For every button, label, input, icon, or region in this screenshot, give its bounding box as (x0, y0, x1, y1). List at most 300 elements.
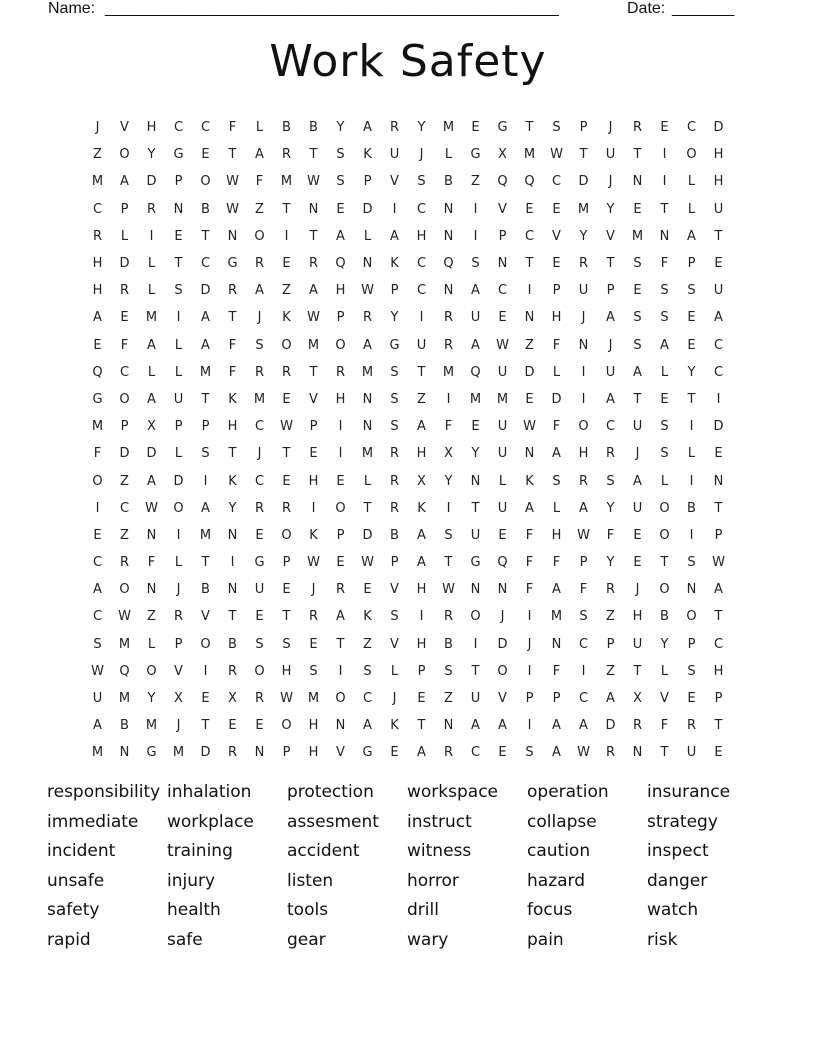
grid-letter[interactable]: Z (93, 147, 102, 163)
grid-letter[interactable]: L (660, 663, 669, 679)
grid-letter[interactable]: D (200, 745, 211, 761)
grid-letter[interactable]: R (173, 609, 184, 625)
grid-letter[interactable]: G (227, 256, 238, 272)
grid-letter[interactable]: E (498, 527, 507, 543)
grid-letter[interactable]: L (174, 446, 183, 462)
grid-letter[interactable]: A (417, 555, 426, 571)
grid-letter[interactable]: E (309, 636, 318, 652)
grid-letter[interactable]: H (308, 473, 319, 489)
grid-letter[interactable]: S (633, 310, 642, 326)
grid-letter[interactable]: R (119, 555, 130, 571)
grid-letter[interactable]: Q (119, 663, 130, 679)
grid-letter[interactable]: S (660, 283, 669, 299)
grid-letter[interactable]: R (605, 582, 616, 598)
grid-letter[interactable]: L (174, 364, 183, 380)
grid-letter[interactable]: S (606, 473, 615, 489)
grid-letter[interactable]: B (444, 174, 453, 190)
grid-letter[interactable]: E (471, 419, 480, 435)
grid-letter[interactable]: S (390, 609, 399, 625)
grid-letter[interactable]: T (660, 555, 669, 571)
grid-letter[interactable]: N (632, 745, 643, 761)
grid-letter[interactable]: S (633, 256, 642, 272)
grid-letter[interactable]: D (362, 527, 373, 543)
grid-letter[interactable]: W (712, 555, 725, 571)
grid-letter[interactable]: D (551, 391, 562, 407)
grid-letter[interactable]: C (92, 609, 103, 625)
grid-letter[interactable]: A (498, 718, 507, 734)
grid-letter[interactable]: L (687, 174, 696, 190)
grid-letter[interactable]: P (309, 419, 318, 435)
grid-letter[interactable]: A (579, 500, 588, 516)
grid-letter[interactable]: G (362, 745, 373, 761)
grid-letter[interactable]: M (91, 419, 104, 435)
grid-letter[interactable]: T (714, 609, 723, 625)
grid-letter[interactable]: I (203, 473, 208, 489)
grid-letter[interactable]: A (714, 582, 723, 598)
grid-letter[interactable]: F (120, 337, 129, 353)
grid-letter[interactable]: G (173, 147, 184, 163)
grid-letter[interactable]: N (362, 391, 373, 407)
grid-letter[interactable]: E (660, 120, 669, 136)
grid-letter[interactable]: H (551, 310, 562, 326)
grid-letter[interactable]: J (608, 337, 613, 353)
grid-letter[interactable]: S (660, 446, 669, 462)
grid-letter[interactable]: F (552, 337, 561, 353)
grid-letter[interactable]: M (307, 691, 320, 707)
grid-letter[interactable]: L (147, 364, 156, 380)
grid-letter[interactable]: O (470, 609, 481, 625)
grid-letter[interactable]: T (309, 364, 318, 380)
grid-letter[interactable]: T (525, 256, 534, 272)
grid-letter[interactable]: A (579, 718, 588, 734)
grid-letter[interactable]: S (660, 310, 669, 326)
grid-letter[interactable]: P (336, 310, 345, 326)
grid-letter[interactable]: A (336, 228, 345, 244)
grid-letter[interactable]: D (524, 364, 535, 380)
grid-letter[interactable]: A (417, 419, 426, 435)
grid-letter[interactable]: C (713, 337, 724, 353)
grid-letter[interactable]: A (471, 283, 480, 299)
grid-letter[interactable]: R (92, 228, 103, 244)
grid-letter[interactable]: J (500, 609, 505, 625)
grid-letter[interactable]: I (527, 609, 532, 625)
grid-letter[interactable]: C (551, 174, 562, 190)
grid-letter[interactable]: O (335, 337, 346, 353)
grid-letter[interactable]: U (470, 527, 481, 543)
grid-letter[interactable]: N (497, 256, 508, 272)
grid-letter[interactable]: S (174, 283, 183, 299)
grid-letter[interactable]: L (660, 364, 669, 380)
grid-letter[interactable]: T (471, 663, 480, 679)
grid-letter[interactable]: I (527, 283, 532, 299)
grid-letter[interactable]: A (606, 391, 615, 407)
grid-letter[interactable]: Z (471, 174, 480, 190)
grid-letter[interactable]: J (176, 582, 181, 598)
grid-letter[interactable]: S (282, 636, 291, 652)
grid-letter[interactable]: H (578, 446, 589, 462)
grid-letter[interactable]: Z (147, 609, 156, 625)
grid-letter[interactable]: E (255, 718, 264, 734)
grid-letter[interactable]: B (309, 120, 318, 136)
grid-letter[interactable]: T (660, 745, 669, 761)
grid-letter[interactable]: E (174, 228, 183, 244)
grid-letter[interactable]: R (389, 473, 400, 489)
grid-letter[interactable]: X (498, 147, 507, 163)
grid-letter[interactable]: L (660, 473, 669, 489)
grid-letter[interactable]: S (255, 337, 264, 353)
grid-letter[interactable]: L (363, 473, 372, 489)
grid-letter[interactable]: J (419, 147, 424, 163)
grid-letter[interactable]: P (120, 201, 129, 217)
grid-letter[interactable]: P (120, 419, 129, 435)
grid-letter[interactable]: L (147, 256, 156, 272)
grid-letter[interactable]: A (93, 718, 102, 734)
grid-letter[interactable]: N (443, 283, 454, 299)
grid-letter[interactable]: T (714, 228, 723, 244)
grid-letter[interactable]: S (390, 419, 399, 435)
grid-letter[interactable]: E (282, 473, 291, 489)
grid-letter[interactable]: W (577, 527, 590, 543)
grid-letter[interactable]: E (714, 446, 723, 462)
grid-letter[interactable]: H (92, 283, 103, 299)
grid-letter[interactable]: Y (687, 364, 696, 380)
grid-letter[interactable]: I (95, 500, 100, 516)
grid-letter[interactable]: N (443, 228, 454, 244)
grid-letter[interactable]: U (497, 446, 508, 462)
grid-letter[interactable]: C (173, 120, 184, 136)
grid-letter[interactable]: E (525, 391, 534, 407)
grid-letter[interactable]: M (469, 391, 482, 407)
grid-letter[interactable]: R (335, 582, 346, 598)
grid-letter[interactable]: R (578, 256, 589, 272)
grid-letter[interactable]: C (200, 120, 211, 136)
grid-letter[interactable]: K (363, 609, 372, 625)
grid-letter[interactable]: V (336, 745, 345, 761)
grid-letter[interactable]: I (338, 419, 343, 435)
grid-letter[interactable]: V (498, 691, 507, 707)
grid-letter[interactable]: R (632, 120, 643, 136)
grid-letter[interactable]: K (228, 391, 237, 407)
grid-letter[interactable]: T (309, 228, 318, 244)
grid-letter[interactable]: K (390, 256, 399, 272)
grid-letter[interactable]: R (686, 718, 697, 734)
grid-letter[interactable]: Z (444, 691, 453, 707)
grid-letter[interactable]: O (686, 609, 697, 625)
grid-letter[interactable]: P (714, 527, 723, 543)
grid-letter[interactable]: U (605, 147, 616, 163)
grid-letter[interactable]: U (632, 500, 643, 516)
grid-letter[interactable]: A (552, 745, 561, 761)
grid-letter[interactable]: A (120, 174, 129, 190)
grid-letter[interactable]: D (173, 473, 184, 489)
grid-letter[interactable]: R (443, 745, 454, 761)
grid-letter[interactable]: P (417, 663, 426, 679)
grid-letter[interactable]: S (309, 663, 318, 679)
grid-letter[interactable]: S (660, 419, 669, 435)
grid-letter[interactable]: Y (444, 473, 453, 489)
grid-letter[interactable]: K (228, 473, 237, 489)
grid-letter[interactable]: E (633, 201, 642, 217)
grid-letter[interactable]: A (714, 310, 723, 326)
grid-letter[interactable]: R (578, 473, 589, 489)
grid-letter[interactable]: Q (497, 555, 508, 571)
grid-letter[interactable]: V (606, 228, 615, 244)
grid-letter[interactable]: S (552, 473, 561, 489)
grid-letter[interactable]: C (497, 283, 508, 299)
grid-letter[interactable]: P (174, 636, 183, 652)
grid-letter[interactable]: T (228, 609, 237, 625)
grid-letter[interactable]: G (254, 555, 265, 571)
grid-letter[interactable]: I (149, 228, 154, 244)
grid-letter[interactable]: J (257, 446, 262, 462)
grid-letter[interactable]: R (443, 310, 454, 326)
grid-letter[interactable]: A (471, 718, 480, 734)
grid-letter[interactable]: K (363, 147, 372, 163)
grid-letter[interactable]: T (282, 446, 291, 462)
grid-letter[interactable]: W (361, 555, 374, 571)
grid-letter[interactable]: T (174, 256, 183, 272)
grid-letter[interactable]: A (471, 337, 480, 353)
grid-letter[interactable]: E (660, 391, 669, 407)
grid-letter[interactable]: I (581, 364, 586, 380)
grid-letter[interactable]: E (471, 120, 480, 136)
grid-letter[interactable]: J (311, 582, 316, 598)
grid-letter[interactable]: T (525, 120, 534, 136)
grid-letter[interactable]: P (201, 419, 210, 435)
grid-letter[interactable]: W (280, 691, 293, 707)
grid-letter[interactable]: G (497, 120, 508, 136)
grid-letter[interactable]: R (254, 500, 265, 516)
grid-letter[interactable]: P (687, 636, 696, 652)
grid-letter[interactable]: H (308, 718, 319, 734)
grid-letter[interactable]: J (581, 310, 586, 326)
grid-letter[interactable]: P (390, 283, 399, 299)
grid-letter[interactable]: R (362, 310, 373, 326)
grid-letter[interactable]: H (713, 147, 724, 163)
grid-letter[interactable]: F (444, 419, 453, 435)
grid-letter[interactable]: U (470, 310, 481, 326)
grid-letter[interactable]: H (92, 256, 103, 272)
grid-letter[interactable]: U (578, 283, 589, 299)
grid-letter[interactable]: E (336, 201, 345, 217)
grid-letter[interactable]: A (363, 120, 372, 136)
grid-letter[interactable]: C (254, 473, 265, 489)
grid-letter[interactable]: H (713, 663, 724, 679)
grid-letter[interactable]: B (687, 500, 696, 516)
grid-letter[interactable]: N (686, 582, 697, 598)
grid-letter[interactable]: V (174, 663, 183, 679)
grid-letter[interactable]: A (336, 609, 345, 625)
grid-letter[interactable]: K (282, 310, 291, 326)
grid-letter[interactable]: U (632, 419, 643, 435)
grid-letter[interactable]: K (390, 718, 399, 734)
grid-letter[interactable]: P (714, 691, 723, 707)
grid-letter[interactable]: B (201, 201, 210, 217)
grid-letter[interactable]: E (390, 745, 399, 761)
grid-letter[interactable]: O (686, 147, 697, 163)
grid-letter[interactable]: W (550, 147, 563, 163)
grid-letter[interactable]: V (390, 636, 399, 652)
grid-letter[interactable]: E (363, 582, 372, 598)
grid-letter[interactable]: N (524, 446, 535, 462)
grid-letter[interactable]: H (416, 446, 427, 462)
grid-letter[interactable]: L (147, 636, 156, 652)
grid-letter[interactable]: A (525, 500, 534, 516)
grid-letter[interactable]: F (228, 364, 237, 380)
grid-letter[interactable]: Y (228, 500, 237, 516)
grid-letter[interactable]: U (713, 201, 724, 217)
grid-letter[interactable]: X (417, 473, 426, 489)
grid-letter[interactable]: A (201, 500, 210, 516)
grid-letter[interactable]: E (417, 691, 426, 707)
grid-letter[interactable]: J (257, 310, 262, 326)
grid-letter[interactable]: T (660, 201, 669, 217)
grid-letter[interactable]: P (579, 120, 588, 136)
grid-letter[interactable]: W (280, 419, 293, 435)
grid-letter[interactable]: N (659, 228, 670, 244)
grid-letter[interactable]: I (311, 500, 316, 516)
grid-letter[interactable]: N (227, 582, 238, 598)
grid-letter[interactable]: Q (497, 174, 508, 190)
grid-letter[interactable]: J (95, 120, 100, 136)
grid-letter[interactable]: D (713, 419, 724, 435)
grid-letter[interactable]: C (92, 201, 103, 217)
grid-letter[interactable]: N (443, 201, 454, 217)
grid-letter[interactable]: Y (606, 500, 615, 516)
grid-letter[interactable]: Q (335, 256, 346, 272)
grid-letter[interactable]: E (336, 555, 345, 571)
grid-letter[interactable]: N (146, 527, 157, 543)
grid-letter[interactable]: Z (282, 283, 291, 299)
grid-letter[interactable]: J (527, 636, 532, 652)
grid-letter[interactable]: A (552, 718, 561, 734)
grid-letter[interactable]: T (417, 364, 426, 380)
grid-letter[interactable]: J (635, 582, 640, 598)
grid-letter[interactable]: G (470, 555, 481, 571)
grid-letter[interactable]: A (147, 337, 156, 353)
grid-letter[interactable]: W (91, 663, 104, 679)
grid-letter[interactable]: R (308, 256, 319, 272)
grid-letter[interactable]: T (444, 555, 453, 571)
grid-letter[interactable]: S (579, 609, 588, 625)
grid-letter[interactable]: E (552, 201, 561, 217)
grid-letter[interactable]: T (714, 500, 723, 516)
grid-letter[interactable]: Y (390, 310, 399, 326)
grid-letter[interactable]: S (93, 636, 102, 652)
grid-letter[interactable]: N (173, 201, 184, 217)
grid-letter[interactable]: C (686, 120, 697, 136)
grid-letter[interactable]: A (309, 283, 318, 299)
grid-letter[interactable]: N (308, 201, 319, 217)
grid-letter[interactable]: S (687, 663, 696, 679)
grid-letter[interactable]: T (714, 718, 723, 734)
grid-letter[interactable]: A (93, 310, 102, 326)
name-field-line[interactable]: ___________________________________________________ (105, 0, 559, 17)
grid-letter[interactable]: M (118, 636, 131, 652)
grid-letter[interactable]: I (689, 473, 694, 489)
grid-letter[interactable]: E (498, 310, 507, 326)
grid-letter[interactable]: D (200, 283, 211, 299)
grid-letter[interactable]: L (687, 446, 696, 462)
grid-letter[interactable]: O (659, 582, 670, 598)
grid-letter[interactable]: I (392, 201, 397, 217)
grid-letter[interactable]: I (473, 228, 478, 244)
grid-letter[interactable]: I (446, 391, 451, 407)
grid-letter[interactable]: O (578, 419, 589, 435)
grid-letter[interactable]: T (201, 391, 210, 407)
grid-letter[interactable]: R (389, 500, 400, 516)
grid-letter[interactable]: A (417, 745, 426, 761)
grid-letter[interactable]: O (254, 663, 265, 679)
grid-letter[interactable]: Z (255, 201, 264, 217)
grid-letter[interactable]: P (606, 636, 615, 652)
grid-letter[interactable]: F (525, 527, 534, 543)
grid-letter[interactable]: V (660, 691, 669, 707)
grid-letter[interactable]: A (417, 527, 426, 543)
grid-letter[interactable]: C (578, 636, 589, 652)
grid-letter[interactable]: Y (417, 120, 426, 136)
grid-letter[interactable]: W (496, 337, 509, 353)
grid-letter[interactable]: T (201, 555, 210, 571)
grid-letter[interactable]: T (282, 201, 291, 217)
grid-letter[interactable]: R (119, 283, 130, 299)
grid-letter[interactable]: A (363, 718, 372, 734)
grid-letter[interactable]: S (255, 636, 264, 652)
grid-letter[interactable]: R (389, 446, 400, 462)
grid-letter[interactable]: T (606, 256, 615, 272)
grid-letter[interactable]: A (606, 691, 615, 707)
grid-letter[interactable]: N (470, 582, 481, 598)
grid-letter[interactable]: N (524, 310, 535, 326)
grid-letter[interactable]: X (174, 691, 183, 707)
grid-letter[interactable]: E (552, 256, 561, 272)
grid-letter[interactable]: T (228, 147, 237, 163)
grid-letter[interactable]: R (254, 256, 265, 272)
grid-letter[interactable]: D (713, 120, 724, 136)
grid-letter[interactable]: P (606, 283, 615, 299)
grid-letter[interactable]: I (716, 391, 721, 407)
grid-letter[interactable]: T (633, 663, 642, 679)
grid-letter[interactable]: Z (525, 337, 534, 353)
grid-letter[interactable]: H (551, 527, 562, 543)
grid-letter[interactable]: W (307, 310, 320, 326)
grid-letter[interactable]: T (336, 636, 345, 652)
grid-letter[interactable]: I (527, 718, 532, 734)
grid-letter[interactable]: S (687, 555, 696, 571)
grid-letter[interactable]: L (255, 120, 264, 136)
grid-letter[interactable]: O (335, 500, 346, 516)
grid-letter[interactable]: W (442, 582, 455, 598)
grid-letter[interactable]: R (443, 609, 454, 625)
grid-letter[interactable]: F (525, 555, 534, 571)
grid-letter[interactable]: B (228, 636, 237, 652)
grid-letter[interactable]: Y (147, 147, 156, 163)
grid-letter[interactable]: O (281, 527, 292, 543)
grid-letter[interactable]: G (92, 391, 103, 407)
grid-letter[interactable]: U (254, 582, 265, 598)
grid-letter[interactable]: V (201, 609, 210, 625)
grid-letter[interactable]: C (416, 201, 427, 217)
grid-letter[interactable]: K (309, 527, 318, 543)
grid-letter[interactable]: D (497, 636, 508, 652)
grid-letter[interactable]: N (470, 473, 481, 489)
grid-letter[interactable]: J (392, 691, 397, 707)
grid-letter[interactable]: N (551, 636, 562, 652)
grid-letter[interactable]: E (714, 256, 723, 272)
grid-letter[interactable]: O (200, 174, 211, 190)
grid-letter[interactable]: F (660, 718, 669, 734)
grid-letter[interactable]: L (498, 473, 507, 489)
